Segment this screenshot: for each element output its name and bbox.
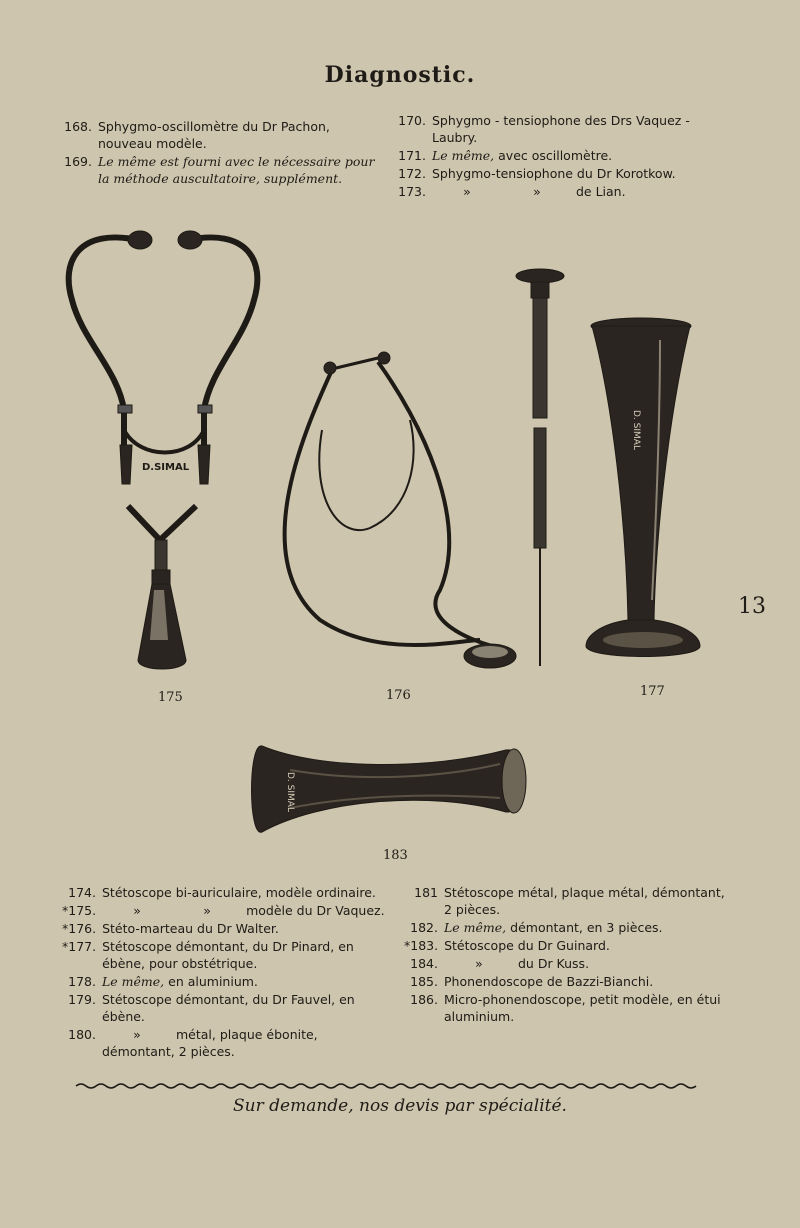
page-title: Diagnostic. xyxy=(324,62,476,88)
wavy-rule xyxy=(76,1084,696,1088)
entry-181: 181 Stétoscope métal, plaque métal, démontant, 2 pièces. xyxy=(414,885,725,917)
entry-179: 179. Stétoscope démontant, du Dr Fauvel, en ébène. xyxy=(68,992,355,1024)
entry-186: 186. Micro-phonendoscope, petit modèle, en étui aluminium. xyxy=(410,992,721,1024)
entry-168: 168. Sphygmo-oscillomètre du Dr Pachon, nouveau modèle. xyxy=(64,119,330,151)
entry-175: *175. » » modèle du Dr Vaquez. xyxy=(62,903,385,918)
footer-note: Sur demande, nos devis par spécialité. xyxy=(233,1096,567,1116)
page-number: 13 xyxy=(738,594,766,619)
entry-184: 184. » du Dr Kuss. xyxy=(410,956,590,971)
stethoscope-175-illustration xyxy=(69,231,258,669)
entry-178: 178. Le même, en aluminium. xyxy=(68,974,258,989)
figure-label-176: 176 xyxy=(386,688,411,703)
entry-169: 169. Le même est fourni avec le nécessaire pour la méthode auscultatoire, supplément. xyxy=(64,154,375,186)
entry-172: 172. Sphygmo-tensiophone du Dr Korotkow. xyxy=(398,166,676,181)
percussion-hammer-illustration xyxy=(516,269,564,666)
entry-174: 174. Stétoscope bi-auriculaire, modèle ordinaire. xyxy=(68,885,376,900)
entry-171: 171. Le même, avec oscillomètre. xyxy=(398,148,613,163)
entry-173: 173. » » de Lian. xyxy=(398,184,626,199)
entry-170: 170. Sphygmo - tensiophone des Drs Vaquez - Laubry. xyxy=(398,113,690,145)
entry-185: 185. Phonendoscope de Bazzi-Bianchi. xyxy=(410,974,654,989)
stethoscope-176-illustration xyxy=(285,352,516,668)
figure-label-183: 183 xyxy=(383,848,408,863)
entries-bottom-left xyxy=(62,884,392,1061)
figure-label-177: 177 xyxy=(640,684,665,699)
entry-183: *183. Stétoscope du Dr Guinard. xyxy=(404,938,610,953)
brand-label-177: D. SIMAL xyxy=(631,410,641,450)
entry-177: *177. Stétoscope démontant, du Dr Pinard, en ébène, pour obstétrique. xyxy=(62,939,354,971)
brand-label-183: D. SIMAL xyxy=(285,772,295,812)
entry-180: 180. » métal, plaque ébonite, démontant, 2 pièces. xyxy=(68,1027,318,1059)
entry-182: 182. Le même, démontant, en 3 pièces. xyxy=(410,920,663,935)
brand-label-175: D.SIMAL xyxy=(142,462,190,473)
monaural-stethoscope-177-illustration xyxy=(586,318,700,657)
entry-176: *176. Stéto-marteau du Dr Walter. xyxy=(62,921,279,936)
entries-bottom-right xyxy=(404,884,734,1026)
figure-label-175: 175 xyxy=(158,690,183,705)
